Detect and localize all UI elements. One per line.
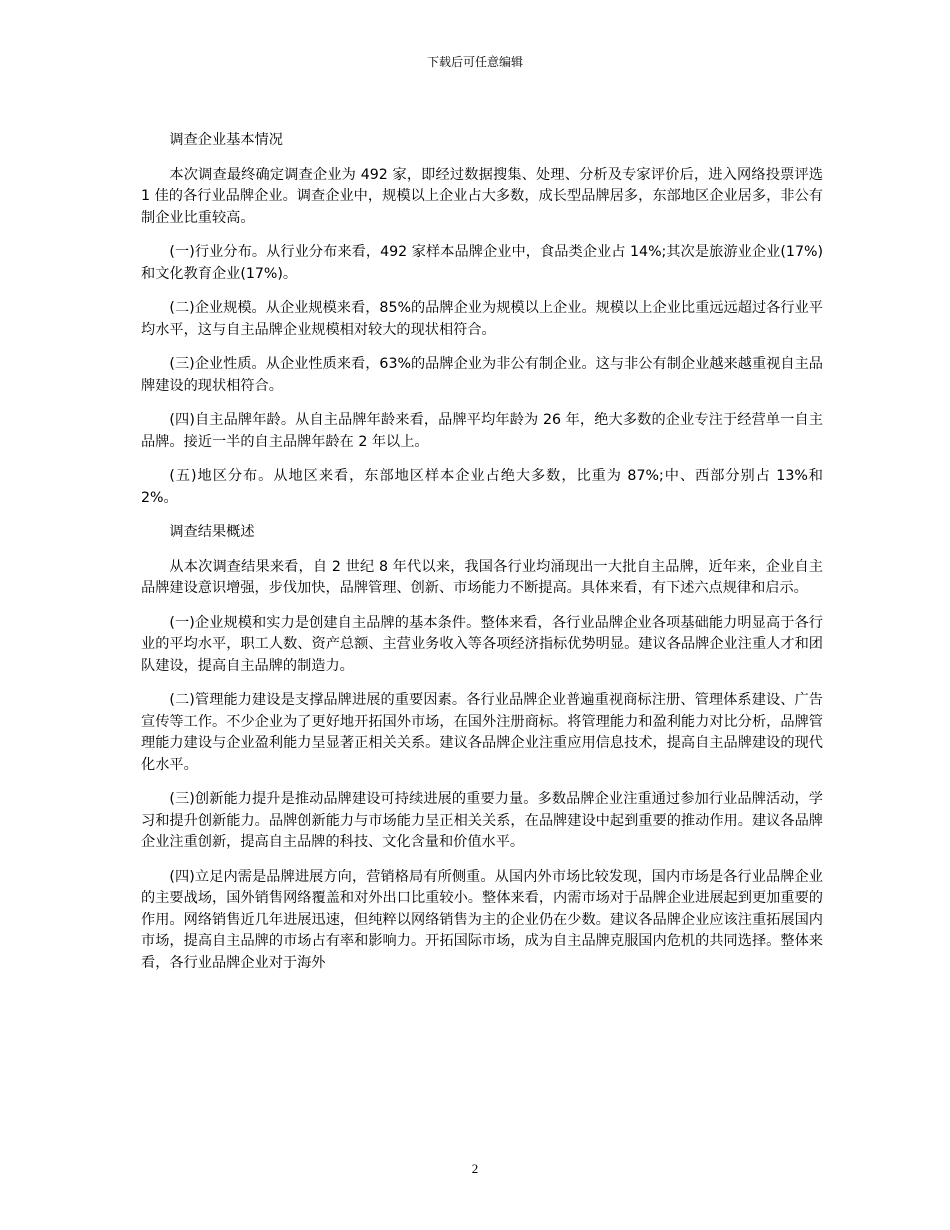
paragraph: (四)自主品牌年龄。从自主品牌年龄来看，品牌平均年龄为 26 年，绝大多数的企业专注于经营单一自主品牌。接近一半的自主品牌年龄在 2 年以上。 — [141, 412, 823, 450]
paragraph: (三)企业性质。从企业性质来看，63%的品牌企业为非公有制企业。这与非公有制企业越来越重视自主品牌建设的现状相符合。 — [141, 356, 823, 394]
paragraph: (一)行业分布。从行业分布来看，492 家样本品牌企业中，食品类企业占 14%;其次是旅游业企业(17%)和文化教育企业(17%)。 — [141, 244, 823, 282]
paragraph: (二)企业规模。从企业规模来看，85%的品牌企业为规模以上企业。规模以上企业比重远远超过各行业平均水平，这与自主品牌企业规模相对较大的现状相符合。 — [141, 300, 823, 338]
section-heading-results: 调查结果概述 — [169, 524, 255, 540]
paragraph: (二)管理能力建设是支撑品牌进展的重要因素。各行业品牌企业普遍重视商标注册、管理体系建设、广告宣传等工作。不少企业为了更好地开拓国外市场，在国外注册商标。将管理能力和盈利能力对比分析，品牌管理能力建设与企业盈利能力呈显著正相关关系。建议各品牌企业注重应用信息技术，提高自主品牌建设的现代化水平。 — [141, 692, 823, 773]
paragraph: (四)立足内需是品牌进展方向，营销格局有所侧重。从国内外市场比较发现，国内市场是各行业品牌企业的主要战场，国外销售网络覆盖和对外出口比重较小。整体来看，内需市场对于品牌企业进展起到更加重要的作用。网络销售近几年进展迅速，但纯粹以网络销售为主的企业仍在少数。建议各品牌企业应该注重拓展国内市场，提高自主品牌的市场占有率和影响力。开拓国际市场，成为自主品牌克服国内危机的共同选择。整体来看，各行业品牌企业对于海外 — [141, 868, 823, 971]
page-header: 下载后可任意编辑 — [426, 55, 523, 69]
paragraph: 从本次调查结果来看，自 2 世纪 8 年代以来，我国各行业均涌现出一大批自主品牌，近年来，企业自主品牌建设意识增强，步伐加快，品牌管理、创新、市场能力不断提高。具体来看，有下述六点规律和启示。 — [141, 558, 823, 596]
document-body — [141, 130, 823, 987]
page-number: 2 — [471, 1161, 479, 1176]
paragraph: (三)创新能力提升是推动品牌建设可持续进展的重要力量。多数品牌企业注重通过参加行业品牌活动，学习和提升创新能力。品牌创新能力与市场能力呈正相关关系，在品牌建设中起到重要的推动作用。建议各品牌企业注重创新，提高自主品牌的科技、文化含量和价值水平。 — [141, 791, 823, 850]
paragraph: (一)企业规模和实力是创建自主品牌的基本条件。整体来看，各行业品牌企业各项基础能力明显高于各行业的平均水平，职工人数、资产总额、主营业务收入等各项经济指标优势明显。建议各品牌企业注重人才和团队建设，提高自主品牌的制造力。 — [141, 614, 823, 674]
paragraph: 本次调查最终确定调查企业为 492 家，即经过数据搜集、处理、分析及专家评价后，进入网络投票评选 1 佳的各行业品牌企业。调查企业中，规模以上企业占大多数，成长型品牌居多，东部地区企业居多，非公有制企业比重较高。 — [141, 166, 823, 226]
section-heading-basic-info: 调查企业基本情况 — [169, 132, 283, 148]
paragraph: (五)地区分布。从地区来看，东部地区样本企业占绝大多数，比重为 87%;中、西部分别占 13%和 2%。 — [141, 468, 823, 506]
